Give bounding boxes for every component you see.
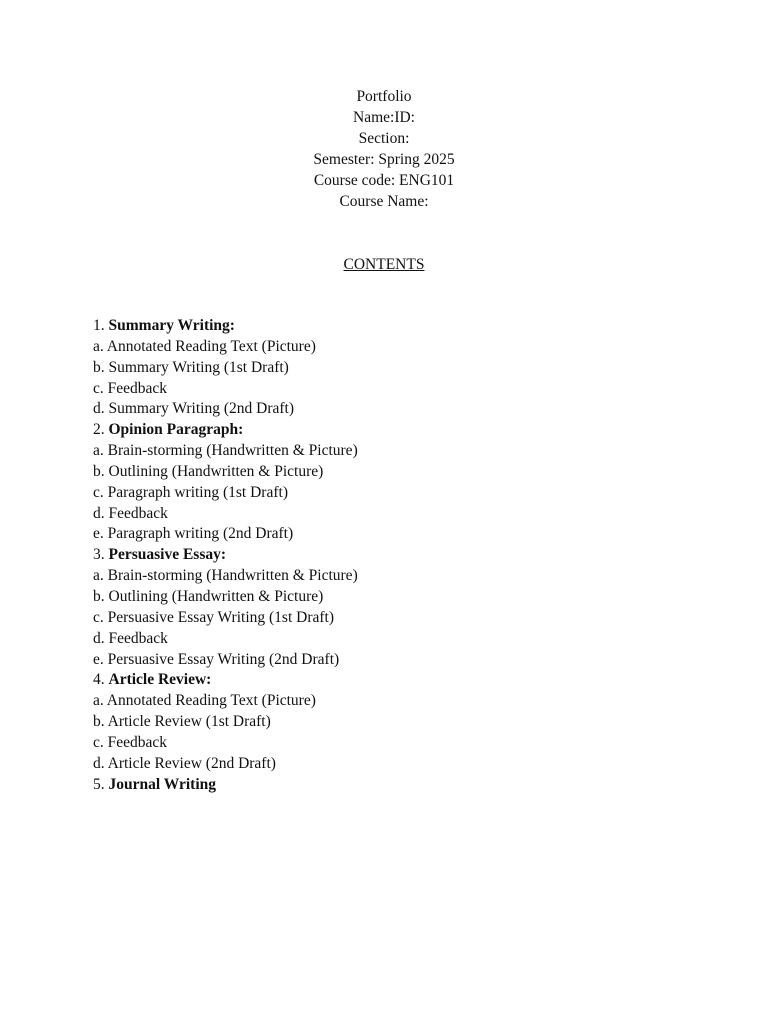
contents-heading: CONTENTS — [343, 256, 425, 273]
portfolio-title: Portfolio — [356, 88, 412, 105]
list-item: c. Feedback — [93, 733, 168, 751]
list-item: e. Persuasive Essay Writing (2nd Draft) — [93, 650, 340, 668]
list-item: d. Article Review (2nd Draft) — [93, 754, 276, 772]
list-item: a. Brain-storming (Handwritten & Picture) — [93, 567, 358, 585]
section-number: 4. — [93, 671, 105, 689]
section-title: Persuasive Essay: — [108, 546, 227, 564]
list-item: d. Feedback — [93, 504, 168, 522]
section-heading — [93, 775, 693, 796]
course-name-field: Course Name: — [339, 193, 429, 210]
name-id-field: Name:ID: — [353, 109, 415, 126]
list-item: c. Feedback — [93, 379, 168, 397]
list-item: b. Outlining (Handwritten & Picture) — [93, 587, 324, 605]
section-title: Article Review: — [108, 671, 212, 689]
list-item: d. Summary Writing (2nd Draft) — [93, 400, 294, 418]
section-number: 1. — [93, 317, 105, 334]
list-item: a. Brain-storming (Handwritten & Picture) — [93, 442, 358, 460]
list-item: b. Summary Writing (1st Draft) — [93, 358, 289, 376]
section-heading — [93, 545, 693, 566]
list-item: a. Annotated Reading Text (Picture) — [93, 337, 316, 355]
list-item: b. Article Review (1st Draft) — [93, 713, 271, 731]
section-title: Summary Writing: — [108, 317, 235, 334]
section-heading — [93, 670, 693, 691]
semester-field: Semester: Spring 2025 — [313, 151, 455, 168]
section-heading — [93, 420, 693, 441]
section-heading — [93, 316, 693, 337]
list-item: d. Feedback — [93, 629, 168, 647]
list-item: c. Paragraph writing (1st Draft) — [93, 483, 288, 501]
section-field: Section: — [358, 130, 410, 147]
list-item: a. Annotated Reading Text (Picture) — [93, 692, 316, 710]
section-number: 3. — [93, 546, 105, 564]
list-item: c. Persuasive Essay Writing (1st Draft) — [93, 608, 335, 626]
section-title: Journal Writing — [108, 775, 217, 793]
section-number: 2. — [93, 421, 105, 439]
cover-header — [0, 86, 768, 212]
list-item: e. Paragraph writing (2nd Draft) — [93, 525, 294, 543]
course-code-field: Course code: ENG101 — [313, 172, 455, 189]
list-item: b. Outlining (Handwritten & Picture) — [93, 462, 324, 480]
section-title: Opinion Paragraph: — [108, 421, 244, 439]
section-number: 5. — [93, 775, 105, 793]
table-of-contents — [93, 316, 693, 795]
